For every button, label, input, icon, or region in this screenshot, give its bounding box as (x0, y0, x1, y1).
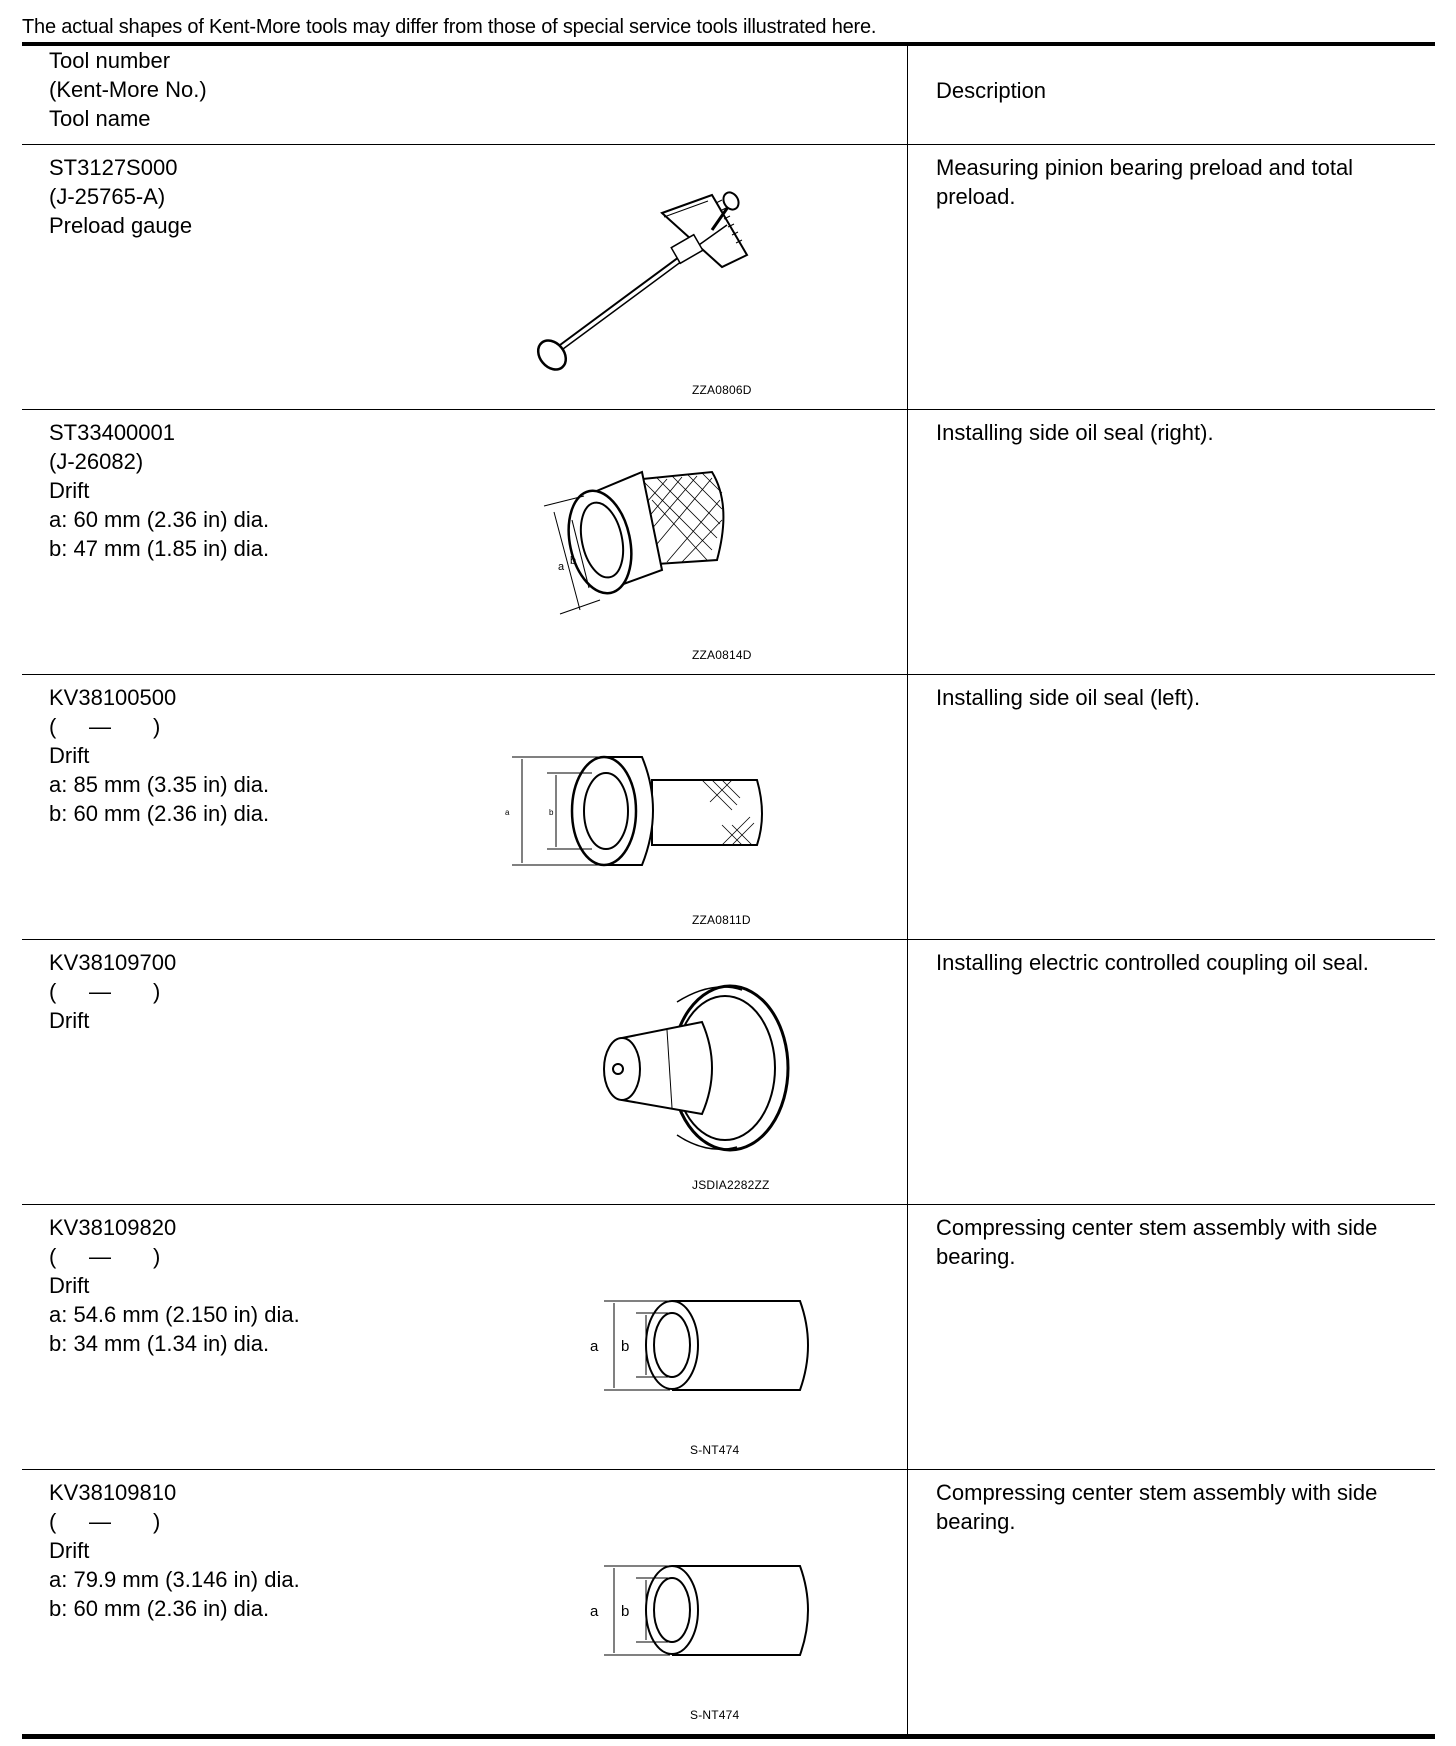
column-divider (907, 675, 908, 939)
tool-description: Compressing center stem assembly with side bearing. (936, 1480, 1378, 1534)
dimension-a: a: 54.6 mm (2.150 in) dia. (49, 1302, 300, 1327)
tool-description: Installing side oil seal (right). (936, 420, 1214, 445)
dimension-a: a: 85 mm (3.35 in) dia. (49, 772, 270, 797)
tool-number: ST3127S000 (49, 155, 178, 180)
kent-more-number: ( — ) (49, 714, 161, 739)
tool-info-cell (49, 418, 269, 563)
drift-illustration (532, 410, 832, 674)
figure-label-b: b (621, 1603, 630, 1620)
dimension-a: a: 79.9 mm (3.146 in) dia. (49, 1567, 300, 1592)
tool-info-cell (49, 1478, 300, 1623)
figure-label-b: b (549, 808, 554, 817)
figure-code: JSDIA2282ZZ (692, 1178, 770, 1192)
tool-number: KV38109700 (49, 950, 177, 975)
figure-code: S-NT474 (690, 1443, 740, 1457)
column-divider (907, 145, 908, 409)
tool-name: Drift (49, 743, 90, 768)
dimension-a: a: 60 mm (2.36 in) dia. (49, 507, 270, 532)
tool-info-cell (49, 1213, 300, 1358)
tool-number: KV38109810 (49, 1480, 177, 1505)
header-description: Description (936, 78, 1047, 103)
tool-name: Drift (49, 1538, 90, 1563)
figure-code: ZZA0806D (692, 383, 752, 397)
table-row (22, 145, 1435, 410)
table-row (22, 1470, 1435, 1734)
tool-name: Preload gauge (49, 213, 193, 238)
tool-info-cell (49, 153, 192, 240)
column-divider (907, 1470, 908, 1734)
figure-label-a: a (558, 561, 565, 573)
kent-more-number: ( — ) (49, 1509, 161, 1534)
tool-info-cell (49, 948, 176, 1035)
dimension-b: b: 60 mm (2.36 in) dia. (49, 1596, 270, 1621)
figure-code: ZZA0811D (692, 913, 751, 927)
header-tool-name: Tool name (49, 106, 151, 131)
tool-name: Drift (49, 1273, 90, 1298)
figure-code: S-NT474 (690, 1708, 740, 1722)
special-service-tools-table (22, 42, 1435, 1739)
table-header-row (22, 46, 1435, 145)
tool-description: Installing side oil seal (left). (936, 685, 1201, 710)
tool-description: Installing electric controlled coupling oil seal. (936, 950, 1369, 975)
figure-code: ZZA0814D (692, 648, 752, 662)
drift-illustration (582, 1470, 882, 1734)
disclaimer-note: The actual shapes of Kent-More tools may differ from those of special service tools illustrated here. (22, 16, 877, 38)
figure-label-a: a (590, 1338, 599, 1355)
dimension-b: b: 60 mm (2.36 in) dia. (49, 801, 270, 826)
column-divider (907, 940, 908, 1204)
table-row (22, 410, 1435, 675)
figure-label-a: a (590, 1603, 599, 1620)
tool-number: KV38109820 (49, 1215, 177, 1240)
table-row (22, 1205, 1435, 1470)
drift-illustration (582, 940, 882, 1204)
column-divider (907, 410, 908, 674)
table-row (22, 675, 1435, 940)
kent-more-number: ( — ) (49, 1244, 161, 1269)
figure-label-b: b (621, 1338, 630, 1355)
drift-illustration (582, 1205, 882, 1469)
tool-number: KV38100500 (49, 685, 177, 710)
header-tool-number: Tool number (49, 48, 171, 73)
kent-more-number: (J-25765-A) (49, 184, 166, 209)
header-tool-cell (49, 46, 207, 133)
tool-name: Drift (49, 1008, 90, 1033)
drift-illustration (505, 675, 832, 939)
dimension-b: b: 47 mm (1.85 in) dia. (49, 536, 270, 561)
preload-gauge-illustration (532, 145, 832, 409)
column-divider (907, 46, 908, 144)
dimension-b: b: 34 mm (1.34 in) dia. (49, 1331, 270, 1356)
figure-label-b: b (570, 555, 577, 567)
kent-more-number: ( — ) (49, 979, 161, 1004)
table-row (22, 940, 1435, 1205)
header-kent-more-no: (Kent-More No.) (49, 77, 207, 102)
kent-more-number: (J-26082) (49, 449, 144, 474)
tool-number: ST33400001 (49, 420, 175, 445)
tool-info-cell (49, 683, 269, 828)
tool-description: Measuring pinion bearing preload and total preload. (936, 155, 1354, 209)
tool-name: Drift (49, 478, 90, 503)
tool-description: Compressing center stem assembly with side bearing. (936, 1215, 1378, 1269)
figure-label-a: a (505, 808, 510, 817)
column-divider (907, 1205, 908, 1469)
